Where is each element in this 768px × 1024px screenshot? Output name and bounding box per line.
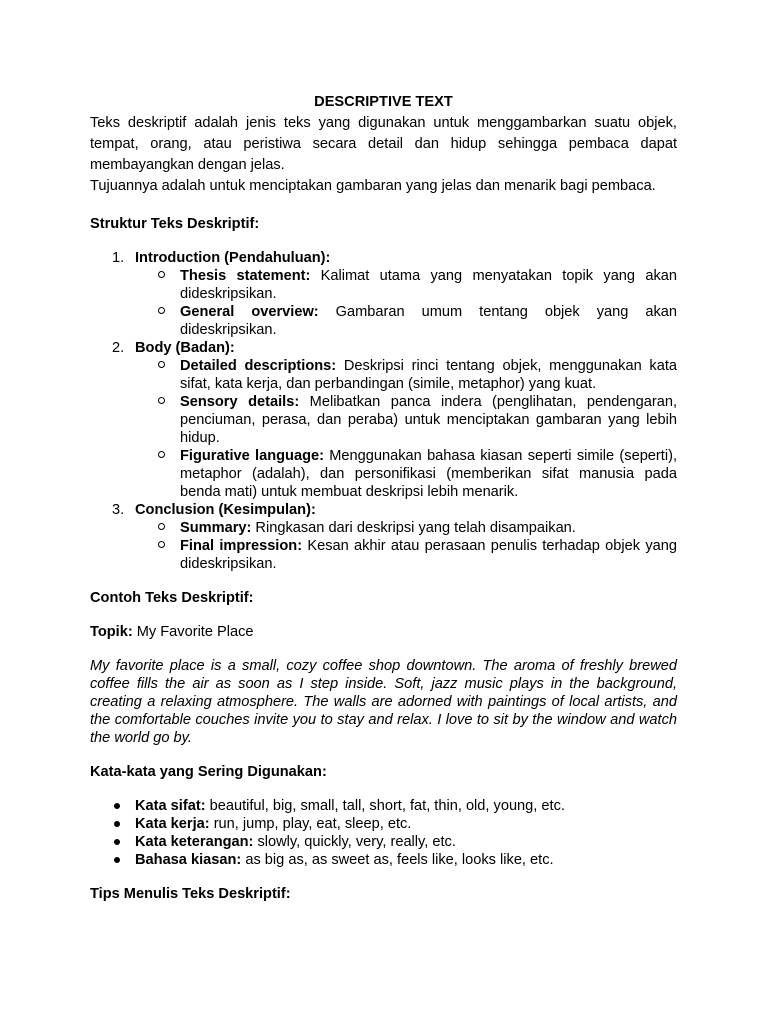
sub-item-term: Detailed descriptions: <box>180 358 337 374</box>
structure-item-body <box>90 339 677 501</box>
vocabulary-item-bahasa-kiasan <box>90 851 677 869</box>
tips-heading: Tips Menulis Teks Deskriptif: <box>90 886 291 902</box>
sub-item-term: Figurative language: <box>180 448 324 464</box>
vocabulary-text: as big as, as sweet as, feels like, looks like, etc. <box>241 852 554 868</box>
vocabulary-heading: Kata-kata yang Sering Digunakan: <box>90 764 327 780</box>
conclusion-subitems <box>135 519 677 573</box>
bullet-icon <box>114 821 120 827</box>
structure-item-conclusion <box>90 501 677 573</box>
circle-bullet-icon <box>158 523 165 530</box>
sub-item-sensory-details <box>135 393 677 447</box>
structure-heading: Struktur Teks Deskriptif: <box>90 216 260 232</box>
vocabulary-term: Kata keterangan: <box>135 834 254 850</box>
topic-value: My Favorite Place <box>132 624 254 640</box>
example-heading: Contoh Teks Deskriptif: <box>90 590 254 606</box>
vocabulary-list <box>90 797 677 869</box>
vocabulary-item-kata-keterangan <box>90 833 677 851</box>
sub-item-term: Thesis statement: <box>180 268 311 284</box>
sub-item-thesis-statement <box>135 267 677 303</box>
circle-bullet-icon <box>158 451 165 458</box>
vocabulary-item-kata-sifat <box>90 797 677 815</box>
bullet-icon <box>114 839 120 845</box>
vocabulary-text: run, jump, play, eat, sleep, etc. <box>209 816 412 832</box>
circle-bullet-icon <box>158 361 165 368</box>
sub-item-text: Ringkasan dari deskripsi yang telah disampaikan. <box>251 520 576 536</box>
sub-item-text: Gambaran umum tentang objek yang akan dideskripsikan. <box>180 304 677 338</box>
structure-item-introduction <box>90 249 677 339</box>
bullet-icon <box>114 857 120 863</box>
structure-item-label: Introduction (Pendahuluan): <box>135 250 331 266</box>
sub-item-text: Melibatkan panca indera (penglihatan, pendengaran, penciuman, perasa, dan peraba) untuk menciptakan gambaran yang lebih hidup. <box>180 394 678 446</box>
sub-item-term: General overview: <box>180 304 319 320</box>
structure-item-label: Conclusion (Kesimpulan): <box>135 502 316 518</box>
list-number: 3. <box>112 502 125 518</box>
body-subitems <box>135 357 677 501</box>
sub-item-text: Kalimat utama yang menyatakan topik yang akan dideskripsikan. <box>180 268 677 302</box>
list-number: 1. <box>112 250 125 266</box>
bullet-icon <box>114 803 120 809</box>
vocabulary-text: beautiful, big, small, tall, short, fat, thin, old, young, etc. <box>205 798 565 814</box>
sub-item-summary <box>135 519 677 537</box>
example-topic <box>90 623 677 641</box>
vocabulary-text: slowly, quickly, very, really, etc. <box>253 834 456 850</box>
sub-item-term: Final impression: <box>180 538 303 554</box>
sub-item-detailed-descriptions <box>135 357 677 393</box>
circle-bullet-icon <box>158 307 165 314</box>
introduction-subitems <box>135 267 677 339</box>
circle-bullet-icon <box>158 397 165 404</box>
sub-item-text: Menggunakan bahasa kiasan seperti simile (seperti), metaphor (adalah), dan personifikasi (memberikan sifat manusia pada benda mati) untuk membuat deskripsi lebih menarik. <box>180 448 677 500</box>
document-title: DESCRIPTIVE TEXT <box>314 94 453 110</box>
vocabulary-term: Kata sifat: <box>135 798 206 814</box>
sub-item-figurative-language <box>135 447 677 501</box>
vocabulary-term: Kata kerja: <box>135 816 210 832</box>
structure-list <box>90 249 677 573</box>
list-number: 2. <box>112 340 125 356</box>
sub-item-text: Deskripsi rinci tentang objek, menggunakan kata sifat, kata kerja, dan perbandingan (simile, metaphor) yang kuat. <box>180 358 677 392</box>
vocabulary-term: Bahasa kiasan: <box>135 852 242 868</box>
circle-bullet-icon <box>158 541 165 548</box>
sub-item-term: Summary: <box>180 520 252 536</box>
example-paragraph: My favorite place is a small, cozy coffee shop downtown. The aroma of freshly brewed coffee fills the air as soon as I step inside. Soft, jazz music plays in the background, creating a relaxing atmosphere. The walls are adorned with paintings of local artists, and the comfortable couches invite you to stay and relax. I love to sit by the window and watch the world go by. <box>90 658 677 746</box>
sub-item-text: Kesan akhir atau perasaan penulis terhadap objek yang dideskripsikan. <box>180 538 677 572</box>
purpose-line: Tujuannya adalah untuk menciptakan gambaran yang jelas dan menarik bagi pembaca. <box>90 178 656 194</box>
topic-label: Topik: <box>90 624 133 640</box>
vocabulary-item-kata-kerja <box>90 815 677 833</box>
circle-bullet-icon <box>158 271 165 278</box>
sub-item-general-overview <box>135 303 677 339</box>
structure-item-label: Body (Badan): <box>135 340 235 356</box>
intro-paragraph: Teks deskriptif adalah jenis teks yang digunakan untuk menggambarkan suatu objek, tempat, orang, atau peristiwa secara detail dan hidup sehingga pembaca dapat membayangkan dengan jelas. <box>90 115 677 173</box>
document-content <box>90 93 677 903</box>
sub-item-final-impression <box>135 537 677 573</box>
sub-item-term: Sensory details: <box>180 394 300 410</box>
